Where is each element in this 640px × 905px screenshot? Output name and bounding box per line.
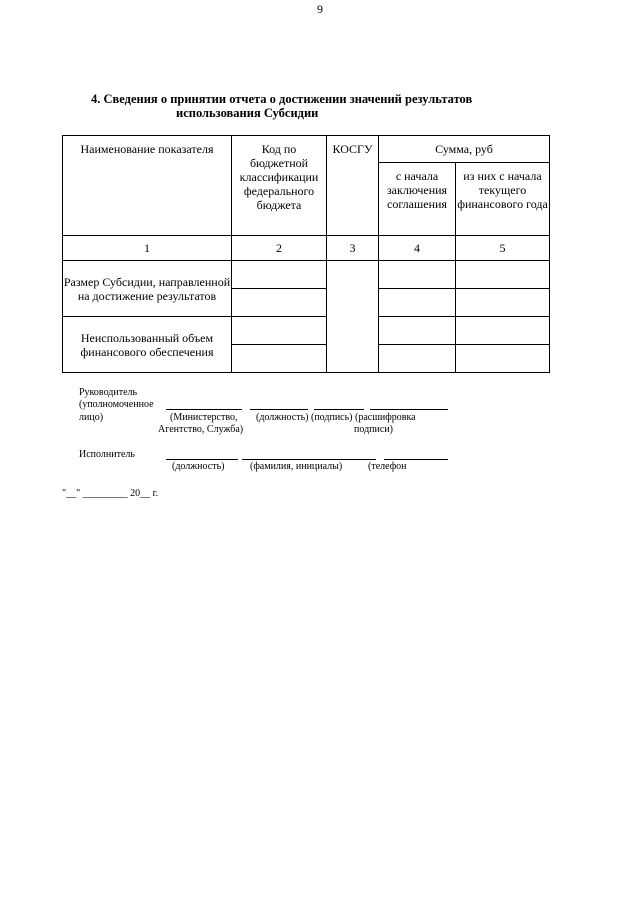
- cell-subsidy-from-start-a[interactable]: [379, 261, 456, 289]
- cell-unused-from-start-a[interactable]: [379, 317, 456, 345]
- executor-name-line[interactable]: [242, 459, 376, 460]
- cell-subsidy-current-year-b[interactable]: [456, 289, 550, 317]
- section-title-line-2: использования Субсидии: [176, 106, 319, 120]
- column-number-5: 5: [456, 236, 550, 261]
- cell-unused-code-b[interactable]: [232, 345, 327, 373]
- header-budget-code: Код по бюджетной классификации федерального бюджета: [232, 136, 327, 236]
- column-number-4: 4: [379, 236, 456, 261]
- cell-unused-code-a[interactable]: [232, 317, 327, 345]
- header-sum-from-start: с начала заключения соглашения: [379, 163, 456, 236]
- row-label-unused-volume: Неиспользованный объем финансового обеспечения: [63, 317, 232, 373]
- header-kosgu: КОСГУ: [327, 136, 379, 236]
- column-number-1: 1: [63, 236, 232, 261]
- cell-kosgu-merged[interactable]: [327, 261, 379, 373]
- head-caption-rest-2: подписи): [354, 424, 393, 435]
- executor-caption-phone: (телефон: [368, 461, 407, 472]
- cell-subsidy-code-b[interactable]: [232, 289, 327, 317]
- cell-unused-from-start-b[interactable]: [379, 345, 456, 373]
- report-acceptance-table: [62, 135, 550, 373]
- cell-subsidy-code-a[interactable]: [232, 261, 327, 289]
- cell-unused-current-year-b[interactable]: [456, 345, 550, 373]
- head-caption-ministry-2: Агентство, Служба): [158, 424, 244, 435]
- section-title-line-1: 4. Сведения о принятии отчета о достижении значений результатов: [91, 92, 473, 106]
- cell-subsidy-current-year-a[interactable]: [456, 261, 550, 289]
- executor-caption-position: (должность): [172, 461, 225, 472]
- cell-subsidy-from-start-b[interactable]: [379, 289, 456, 317]
- executor-caption-name: (фамилия, инициалы): [250, 461, 343, 472]
- header-sum-current-year: из них с начала текущего финансового года: [456, 163, 550, 236]
- head-caption-ministry-1: (Министерство,: [170, 412, 238, 423]
- row-label-subsidy-amount: Размер Субсидии, направленной на достижение результатов: [63, 261, 232, 317]
- head-caption-rest-1: (должность) (подпись) (расшифровка: [256, 412, 416, 423]
- head-label-1: Руководитель: [79, 387, 138, 398]
- executor-phone-line[interactable]: [384, 459, 448, 460]
- header-sum: Сумма, руб: [379, 136, 550, 163]
- executor-position-line[interactable]: [166, 459, 238, 460]
- column-number-2: 2: [232, 236, 327, 261]
- head-position-line[interactable]: [250, 409, 308, 410]
- header-indicator-name: Наименование показателя: [63, 136, 232, 236]
- head-signature-line[interactable]: [314, 409, 364, 410]
- head-ministry-line[interactable]: [166, 409, 242, 410]
- head-decryption-line[interactable]: [370, 409, 448, 410]
- column-number-3: 3: [327, 236, 379, 261]
- head-label-2: (уполномоченное: [79, 399, 154, 410]
- executor-label: Исполнитель: [79, 449, 135, 460]
- cell-unused-current-year-a[interactable]: [456, 317, 550, 345]
- head-label-3: лицо): [79, 412, 104, 423]
- page-number: 9: [317, 2, 323, 16]
- date-line: "__" _________ 20__ г.: [62, 488, 159, 499]
